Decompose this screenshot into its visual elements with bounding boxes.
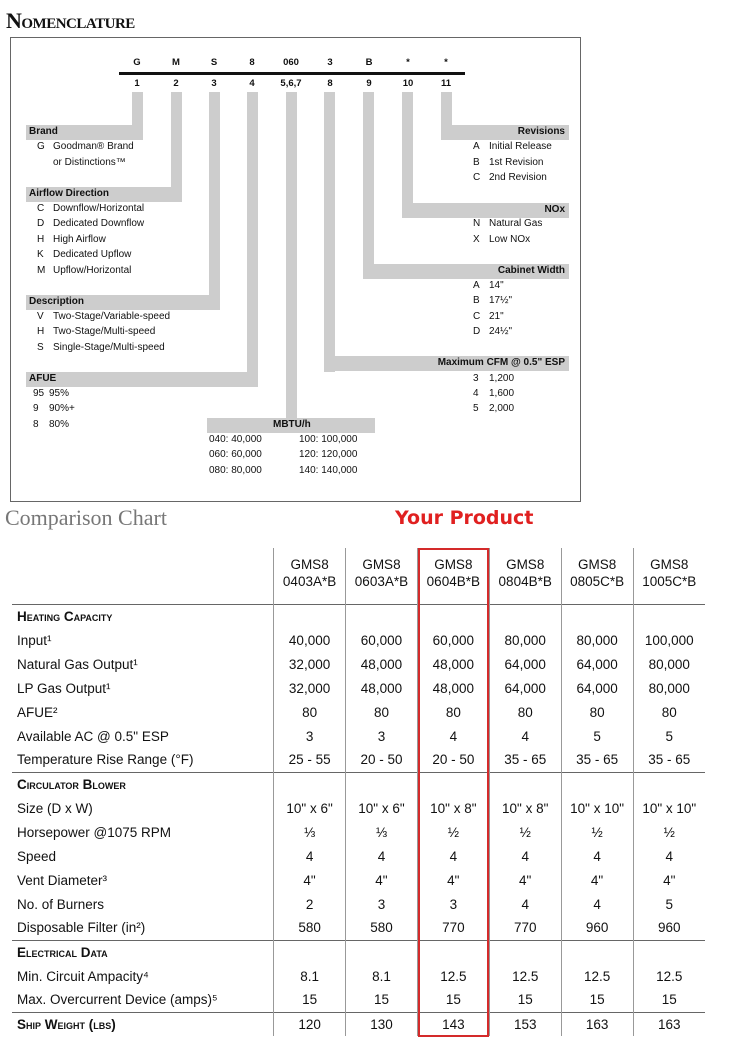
section-spacer-cell: [346, 604, 418, 628]
table-cell: ⅓: [274, 820, 346, 844]
table-row: [12, 796, 705, 820]
section-spacer-cell: [274, 772, 346, 796]
airflow-option: K Dedicated Upflow: [37, 249, 132, 260]
table-cell: 12.5: [561, 964, 633, 988]
cfm-option: 4 1,600: [473, 388, 515, 399]
table-cell: ½: [417, 820, 489, 844]
table-cell: 80,000: [633, 676, 705, 700]
model-number: 1005C*B: [642, 574, 697, 589]
mbtu-connector: [286, 92, 297, 418]
afue-bar: [26, 372, 258, 387]
nomenclature-title: Nomenclature: [6, 8, 135, 33]
code-8: 3: [327, 57, 333, 68]
section-spacer-cell: [489, 940, 561, 964]
code-4: 8: [249, 57, 255, 68]
table-cell: 12.5: [417, 964, 489, 988]
model-header: [274, 548, 346, 604]
table-cell: 60,000: [417, 628, 489, 652]
afue-option: 9 90%+: [33, 403, 75, 414]
cabinet-option: D 24½": [473, 326, 513, 337]
section-spacer-cell: [633, 940, 705, 964]
comparison-chart-title: Comparison Chart: [5, 505, 167, 530]
revisions-label: Revisions: [517, 126, 565, 137]
model-header: [561, 548, 633, 604]
comparison-table: [12, 548, 705, 1036]
row-label: Temperature Rise Range (°F): [17, 752, 194, 768]
table-row: [12, 676, 705, 700]
table-cell: 4: [489, 724, 561, 748]
table-cell: 5: [633, 892, 705, 916]
mbtu-label: MBTU/h: [273, 419, 311, 430]
model-series: GMS8: [362, 557, 401, 572]
table-cell: 4": [561, 868, 633, 892]
section-label: Heating Capacity: [12, 604, 274, 628]
table-cell: 32,000: [274, 652, 346, 676]
table-cell: 10" x 8": [489, 796, 561, 820]
table-cell: 130: [346, 1012, 418, 1036]
mbtu-option: 100: 100,000: [299, 434, 358, 445]
table-cell: 80,000: [561, 628, 633, 652]
table-row: [12, 892, 705, 916]
table-cell: 153: [489, 1012, 561, 1036]
table-cell: 4: [633, 844, 705, 868]
position-10: 10: [402, 78, 414, 89]
table-cell: 80,000: [633, 652, 705, 676]
cabinet-connector: [363, 92, 374, 279]
table-header-row: [12, 548, 705, 604]
your-product-highlight: [418, 548, 489, 1037]
nomenclature-diagram: [10, 37, 581, 502]
row-label: Size (D x W): [17, 800, 93, 816]
table-cell: 15: [489, 988, 561, 1012]
table-cell: 15: [561, 988, 633, 1012]
table-row: [12, 988, 705, 1012]
brand-label: Brand: [29, 126, 58, 137]
revisions-option: C 2nd Revision: [473, 172, 547, 183]
table-cell: 15: [633, 988, 705, 1012]
table-cell: 960: [633, 916, 705, 940]
mbtu-option: 060: 60,000: [209, 449, 262, 460]
table-cell: 4: [561, 892, 633, 916]
table-cell: 770: [417, 916, 489, 940]
table-cell: 4": [417, 868, 489, 892]
description-option: H Two-Stage/Multi-speed: [37, 326, 156, 337]
position-5-7: 5,6,7: [280, 78, 302, 89]
cfm-label: Maximum CFM @ 0.5" ESP: [437, 357, 565, 368]
airflow-label: Airflow Direction: [29, 188, 110, 199]
row-label: Available AC @ 0.5" ESP: [17, 728, 169, 744]
section-header-row: [12, 772, 705, 796]
position-1: 1: [134, 78, 140, 89]
brand-option: G Goodman® Brand: [37, 141, 134, 152]
table-cell: 2: [274, 892, 346, 916]
table-cell: 120: [274, 1012, 346, 1036]
position-4: 4: [249, 78, 255, 89]
table-cell: 80: [346, 700, 418, 724]
row-label: Min. Circuit Ampacity⁴: [17, 968, 149, 984]
section-spacer-cell: [561, 604, 633, 628]
table-cell: 4": [274, 868, 346, 892]
table-cell: 10" x 8": [417, 796, 489, 820]
table-cell: 80,000: [489, 628, 561, 652]
row-label: Vent Diameter³: [17, 872, 108, 888]
table-cell: 25 - 55: [274, 748, 346, 772]
mbtu-option: 120: 120,000: [299, 449, 358, 460]
cfm-option: 3 1,200: [473, 373, 515, 384]
section-spacer-cell: [489, 772, 561, 796]
table-cell: 80: [633, 700, 705, 724]
table-row: [12, 628, 705, 652]
section-label: Circulator Blower: [12, 772, 274, 796]
table-cell: 4: [417, 724, 489, 748]
table-cell: 4: [489, 844, 561, 868]
model-header: [346, 548, 418, 604]
table-cell: 15: [346, 988, 418, 1012]
section-header-row: [12, 940, 705, 964]
table-cell: 5: [633, 724, 705, 748]
table-cell: 5: [561, 724, 633, 748]
table-cell: 8.1: [346, 964, 418, 988]
afue-connector: [247, 92, 258, 387]
table-cell: 48,000: [346, 652, 418, 676]
table-cell: 80: [417, 700, 489, 724]
model-header: [489, 548, 561, 604]
nox-label: NOx: [544, 204, 565, 215]
table-cell: 3: [417, 892, 489, 916]
description-option: V Two-Stage/Variable-speed: [37, 311, 171, 322]
table-cell: 580: [274, 916, 346, 940]
airflow-option: M Upflow/Horizontal: [37, 265, 132, 276]
code-9: B: [365, 57, 373, 68]
position-9: 9: [366, 78, 372, 89]
table-cell: 4: [346, 844, 418, 868]
table-row: [12, 868, 705, 892]
table-cell: 64,000: [561, 676, 633, 700]
airflow-connector: [171, 92, 182, 202]
position-2: 2: [173, 78, 179, 89]
table-cell: 15: [274, 988, 346, 1012]
mbtu-option: 040: 40,000: [209, 434, 262, 445]
table-cell: 143: [417, 1012, 489, 1036]
table-cell: 60,000: [346, 628, 418, 652]
row-label: Input¹: [17, 632, 52, 648]
table-cell: 48,000: [417, 652, 489, 676]
ship-weight-row: [12, 1012, 705, 1036]
nox-option: N Natural Gas: [473, 218, 543, 229]
table-cell: 4: [274, 844, 346, 868]
table-cell: 3: [346, 724, 418, 748]
position-11: 11: [440, 78, 452, 89]
table-row: [12, 700, 705, 724]
model-number: 0604B*B: [426, 574, 480, 589]
row-label: No. of Burners: [17, 896, 105, 912]
section-spacer-cell: [274, 604, 346, 628]
cfm-connector: [324, 92, 335, 372]
table-row: [12, 724, 705, 748]
revisions-option: A Initial Release: [473, 141, 552, 152]
table-cell: 163: [633, 1012, 705, 1036]
row-label: Horsepower @1075 RPM: [17, 824, 172, 840]
airflow-option: D Dedicated Downflow: [37, 218, 145, 229]
table-cell: 80: [274, 700, 346, 724]
section-header-row: [12, 604, 705, 628]
description-connector: [209, 92, 220, 310]
airflow-option: H High Airflow: [37, 234, 106, 245]
table-cell: 64,000: [489, 652, 561, 676]
table-cell: 163: [561, 1012, 633, 1036]
table-cell: 770: [489, 916, 561, 940]
afue-option: 95 95%: [33, 388, 70, 399]
model-series: GMS8: [506, 557, 545, 572]
model-header: [633, 548, 705, 604]
cabinet-option: B 17½": [473, 295, 513, 306]
model-number: 0603A*B: [354, 574, 409, 589]
table-cell: 35 - 65: [633, 748, 705, 772]
table-cell: 100,000: [633, 628, 705, 652]
section-spacer-cell: [346, 940, 418, 964]
model-number: 0805C*B: [570, 574, 625, 589]
table-cell: 4": [346, 868, 418, 892]
afue-label: AFUE: [29, 373, 57, 384]
description-option: S Single-Stage/Multi-speed: [37, 342, 165, 353]
revisions-option: B 1st Revision: [473, 157, 544, 168]
row-label: Max. Overcurrent Device (amps)⁵: [17, 992, 218, 1008]
section-spacer-cell: [489, 604, 561, 628]
nox-connector: [402, 92, 413, 218]
table-cell: 12.5: [633, 964, 705, 988]
table-cell: 4: [489, 892, 561, 916]
section-label: Electrical Data: [12, 940, 274, 964]
section-spacer-cell: [346, 772, 418, 796]
code-2: M: [172, 57, 180, 68]
model-series: GMS8: [290, 557, 329, 572]
code-3: S: [210, 57, 218, 68]
table-cell: 48,000: [346, 676, 418, 700]
table-cell: 64,000: [561, 652, 633, 676]
header-spacer: [12, 548, 274, 604]
section-spacer-cell: [561, 772, 633, 796]
model-series: GMS8: [434, 557, 473, 572]
table-row: [12, 964, 705, 988]
row-label: Natural Gas Output¹: [17, 656, 138, 672]
table-cell: 8.1: [274, 964, 346, 988]
your-product-label: Your Product: [395, 507, 534, 529]
section-spacer-cell: [274, 940, 346, 964]
table-cell: ½: [561, 820, 633, 844]
cabinet-label: Cabinet Width: [497, 265, 565, 276]
table-cell: 4: [417, 844, 489, 868]
afue-option: 8 80%: [33, 419, 70, 430]
cabinet-option: C 21": [473, 311, 504, 322]
table-cell: 3: [274, 724, 346, 748]
table-cell: 10" x 10": [561, 796, 633, 820]
mbtu-option: 140: 140,000: [299, 465, 358, 476]
table-cell: 960: [561, 916, 633, 940]
model-series: GMS8: [577, 557, 617, 572]
table-cell: 12.5: [489, 964, 561, 988]
table-cell: 48,000: [417, 676, 489, 700]
model-number: 0403A*B: [282, 574, 337, 589]
table-cell: 80: [561, 700, 633, 724]
section-spacer-cell: [633, 604, 705, 628]
row-label: LP Gas Output¹: [17, 680, 111, 696]
table-cell: ½: [633, 820, 705, 844]
code-11: *: [444, 57, 448, 68]
table-cell: 10" x 6": [274, 796, 346, 820]
cfm-option: 5 2,000: [473, 403, 515, 414]
brand-option: or Distinctions™: [53, 157, 126, 168]
table-row: [12, 844, 705, 868]
table-row: [12, 652, 705, 676]
row-label: Speed: [17, 848, 57, 864]
description-label: Description: [29, 296, 85, 307]
position-3: 3: [211, 78, 217, 89]
section-spacer-cell: [561, 940, 633, 964]
table-row: [12, 748, 705, 772]
model-number: 0804B*B: [498, 574, 552, 589]
table-cell: ⅓: [346, 820, 418, 844]
section-label: Ship Weight (lbs): [12, 1012, 274, 1036]
code-underline: [119, 72, 465, 75]
model-series: GMS8: [650, 557, 689, 572]
airflow-option: C Downflow/Horizontal: [37, 203, 145, 214]
table-cell: 10" x 6": [346, 796, 418, 820]
table-row: [12, 916, 705, 940]
row-label: Disposable Filter (in²): [17, 920, 146, 936]
row-label: AFUE²: [17, 704, 58, 720]
code-10: *: [406, 57, 410, 68]
table-cell: 4: [561, 844, 633, 868]
table-cell: 10" x 10": [633, 796, 705, 820]
nox-option: X Low NOx: [473, 234, 531, 245]
table-cell: ½: [489, 820, 561, 844]
section-spacer-cell: [633, 772, 705, 796]
table-cell: 4": [489, 868, 561, 892]
position-8: 8: [327, 78, 333, 89]
table-row: [12, 820, 705, 844]
table-cell: 80: [489, 700, 561, 724]
table-cell: 4": [633, 868, 705, 892]
cabinet-option: A 14": [473, 280, 504, 291]
table-cell: 3: [346, 892, 418, 916]
table-cell: 35 - 65: [489, 748, 561, 772]
code-5-7: 060: [283, 57, 299, 68]
table-cell: 64,000: [489, 676, 561, 700]
table-cell: 35 - 65: [561, 748, 633, 772]
table-cell: 20 - 50: [346, 748, 418, 772]
table-cell: 15: [417, 988, 489, 1012]
table-cell: 40,000: [274, 628, 346, 652]
table-cell: 20 - 50: [417, 748, 489, 772]
code-1: G: [133, 57, 141, 68]
table-cell: 580: [346, 916, 418, 940]
mbtu-option: 080: 80,000: [209, 465, 262, 476]
table-cell: 32,000: [274, 676, 346, 700]
